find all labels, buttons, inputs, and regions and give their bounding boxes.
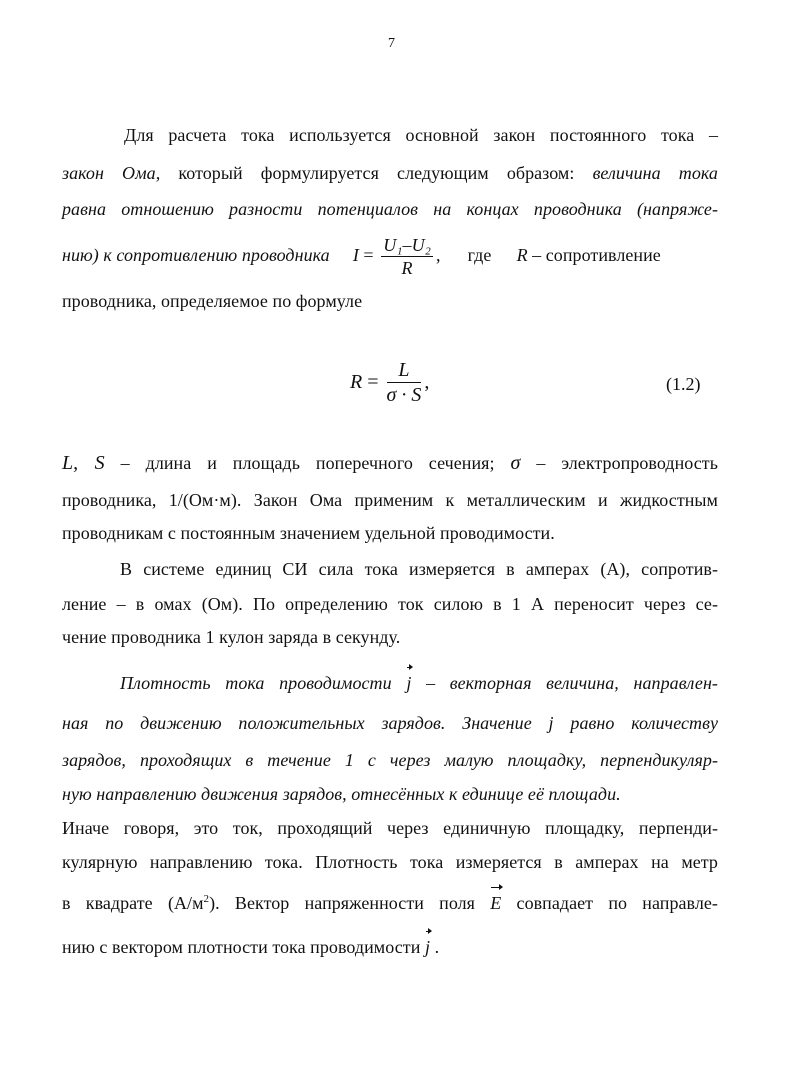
page-number: 7 <box>388 36 395 51</box>
electric-field-vector: E <box>490 893 502 913</box>
paragraph-2-line-1 <box>62 452 718 474</box>
paragraph-1-line-2-text: который формулируется следующим образом: <box>178 163 575 183</box>
current-density-vector-2: j <box>424 937 431 957</box>
paragraph-4-line-2 <box>62 712 718 734</box>
paragraph-4-line-7-b: ). Вектор напряженности поля <box>209 893 476 913</box>
resistance-formula-lhs: R <box>350 371 363 393</box>
paragraph-4-line-6: кулярную направлению тока. Плотность тока измеряется в амперах на метр <box>62 852 718 872</box>
paragraph-1-line-3: равна отношению разности потенциалов на концах проводника (напряже- <box>62 199 718 219</box>
paragraph-4-line-7 <box>62 888 718 913</box>
paragraph-4-line-8-b: . <box>434 937 440 957</box>
paragraph-2-line-2: проводника, 1/(Ом·м). Закон Ома применим к металлическим и жидкостным <box>62 490 718 510</box>
ohm-formula-fraction <box>381 236 433 277</box>
paragraph-1-line-2 <box>62 162 718 184</box>
resistance-symbol: R <box>516 245 528 265</box>
paragraph-2-line-1-tail: – электропроводность <box>536 453 718 473</box>
paragraph-1-line-1: Для расчета тока используется основной закон постоянного тока – <box>124 125 718 145</box>
sigma-symbol: σ <box>510 452 521 474</box>
paragraph-1-line-4-tail: – сопротивление <box>532 245 661 265</box>
ohm-formula-numerator: U₁–U₂ <box>383 235 431 256</box>
current-density-vector: j <box>406 673 412 693</box>
paragraph-4-line-7-a: в квадрате (А/м <box>62 893 204 913</box>
ohm-law-term: закон Ома, <box>62 163 161 183</box>
resistance-formula-fraction <box>387 360 422 405</box>
paragraph-4-line-2-b: Значение <box>462 713 532 733</box>
paragraph-2-line-1-text: – длина и площадь поперечного сечения; <box>120 453 495 473</box>
paragraph-4-line-1-tail: – векторная величина, направлен- <box>426 673 718 693</box>
paragraph-4-line-3: зарядов, проходящих в течение 1 с через малую площадку, перпендикуляр- <box>62 750 718 770</box>
paragraph-1-line-4 <box>62 230 718 280</box>
current-density-term: Плотность тока проводимости <box>120 673 392 693</box>
resistance-formula-denominator: σ · S <box>386 384 422 406</box>
paragraph-4-line-1 <box>120 672 718 694</box>
resistance-formula-eq: = <box>362 371 384 393</box>
paragraph-1-line-5: проводника, определяемое по формуле <box>62 291 363 311</box>
resistance-formula <box>350 360 429 405</box>
paragraph-2-line-3: проводникам с постоянным значением удельной проводимости. <box>62 523 555 543</box>
paragraph-4-line-2-a: ная по движению положительных зарядов. <box>62 713 446 733</box>
paragraph-4-line-8-a: нию с вектором плотности тока проводимости <box>62 937 421 957</box>
squared-superscript: 2 <box>203 893 210 905</box>
paragraph-1-line-2-italic: величина тока <box>592 163 718 183</box>
ohm-formula-lhs: I <box>352 245 359 265</box>
ohm-formula-comma: , <box>435 245 441 265</box>
paragraph-4-line-2-c: равно количеству <box>570 713 718 733</box>
where-word: где <box>467 245 492 265</box>
paragraph-4-line-5: Иначе говоря, это ток, проходящий через единичную площадку, перпенди- <box>62 818 718 838</box>
paragraph-3-line-2: ление – в омах (Ом). По определению ток силою в 1 А переносит через се- <box>62 594 718 614</box>
paragraph-4-line-8 <box>62 936 718 958</box>
paragraph-4-line-7-c: совпадает по направле- <box>516 893 718 913</box>
ohm-formula-denominator: R <box>401 258 413 279</box>
paragraph-3-line-1: В системе единиц СИ сила тока измеряется в амперах (А), сопротив- <box>120 559 718 579</box>
current-density-scalar: j <box>548 713 554 733</box>
paragraph-1-line-4-italic: нию) к сопротивлению проводника <box>62 245 330 265</box>
paragraph-4-line-4: ную направлению движения зарядов, отнесённых к единице её площади. <box>62 784 621 804</box>
formula-number: (1.2) <box>666 374 701 394</box>
ohm-formula-eq: = <box>358 245 379 265</box>
resistance-formula-comma: , <box>424 371 430 393</box>
resistance-formula-numerator: L <box>387 360 422 383</box>
paragraph-3-line-3: чение проводника 1 кулон заряда в секунду. <box>62 627 401 647</box>
length-area-symbols: L, S <box>62 452 105 474</box>
